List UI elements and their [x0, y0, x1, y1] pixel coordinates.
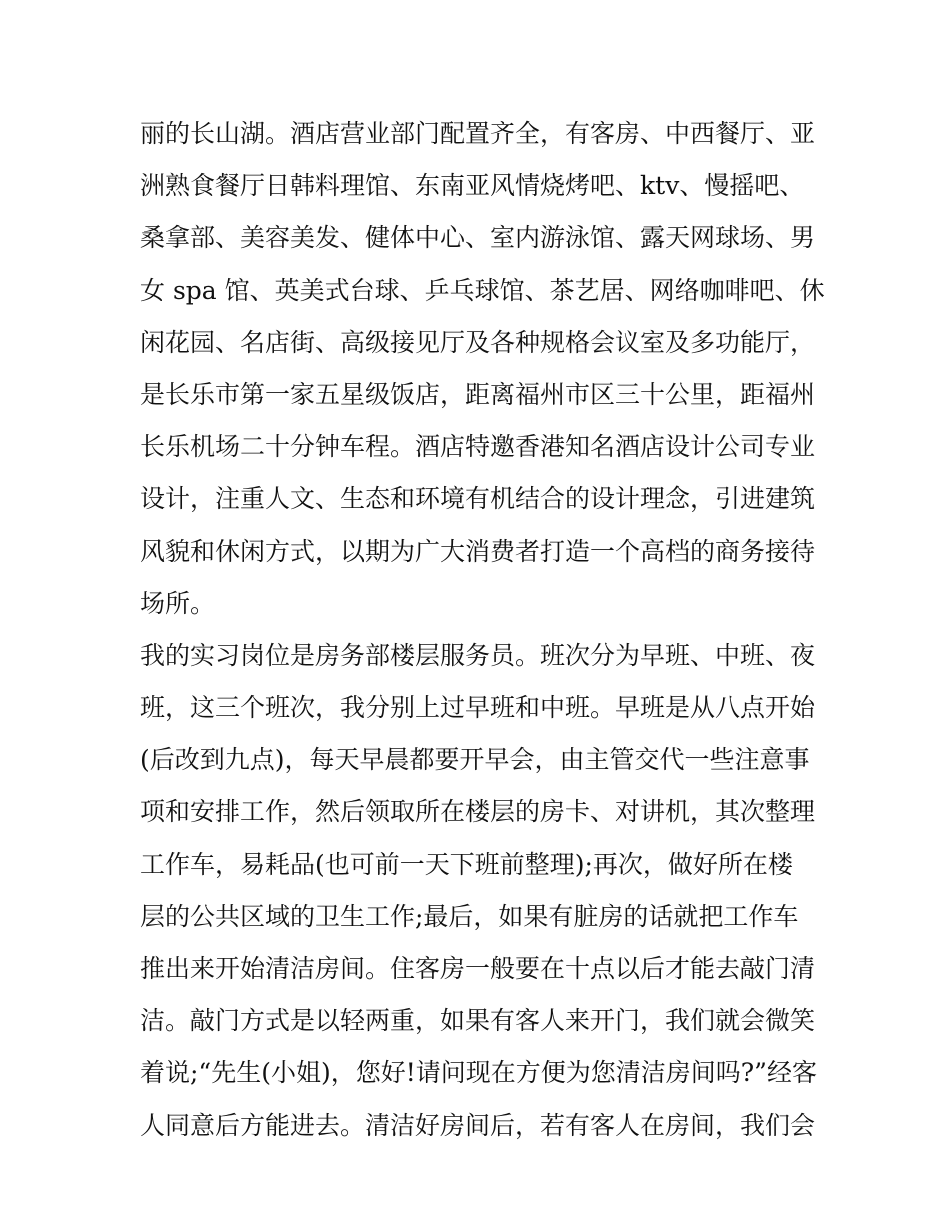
text-line: 女 spa 馆、英美式台球、乒乓球馆、茶艺居、网络咖啡吧、休 [140, 275, 825, 305]
text-line: 工作车，易耗品(也可前一天下班前整理);再次，做好所在楼 [140, 849, 793, 879]
text-line: 设计，注重人文、生态和环境有机结合的设计理念，引进建筑 [140, 484, 816, 514]
text-line: 着说;“先生(小姐)，您好!请问现在方便为您清洁房间吗?”经客 [140, 1058, 817, 1088]
text-line: 我的实习岗位是房务部楼层服务员。班次分为早班、中班、夜 [140, 640, 816, 670]
text-line: 人同意后方能进去。清洁好房间后，若有客人在房间，我们会 [140, 1110, 816, 1140]
text-line: 场所。 [140, 588, 216, 618]
text-line: 丽的长山湖。酒店营业部门配置齐全，有客房、中西餐厅、亚 [140, 119, 816, 148]
text-line: 洁。敲门方式是以轻两重，如果有客人来开门，我们就会微笑 [140, 1006, 816, 1036]
text-line: 桑拿部、美容美发、健体中心、室内游泳馆、露天网球场、男 [140, 223, 816, 253]
text-line: 闲花园、名店街、高级接见厅及各种规格会议室及多功能厅， [140, 327, 816, 357]
text-line: 项和安排工作，然后领取所在楼层的房卡、对讲机，其次整理 [140, 797, 816, 827]
text-line: 是长乐市第一家五星级饭店，距离福州市区三十公里，距福州 [140, 379, 816, 409]
text-line: 班，这三个班次，我分别上过早班和中班。早班是从八点开始 [140, 693, 816, 723]
text-line: 层的公共区域的卫生工作;最后，如果有脏房的话就把工作车 [140, 901, 799, 931]
text-line: 洲熟食餐厅日韩料理馆、东南亚风情烧烤吧、ktv、慢摇吧、 [140, 171, 805, 201]
text-line: 风貌和休闲方式，以期为广大消费者打造一个高档的商务接待 [140, 536, 816, 566]
text-line: 推出来开始清洁房间。住客房一般要在十点以后才能去敲门清 [140, 954, 816, 983]
body-text [140, 108, 825, 1152]
text-line: (后改到九点)，每天早晨都要开早会，由主管交代一些注意事 [140, 745, 810, 775]
text-line: 长乐机场二十分钟车程。酒店特邀香港知名酒店设计公司专业 [140, 432, 816, 462]
